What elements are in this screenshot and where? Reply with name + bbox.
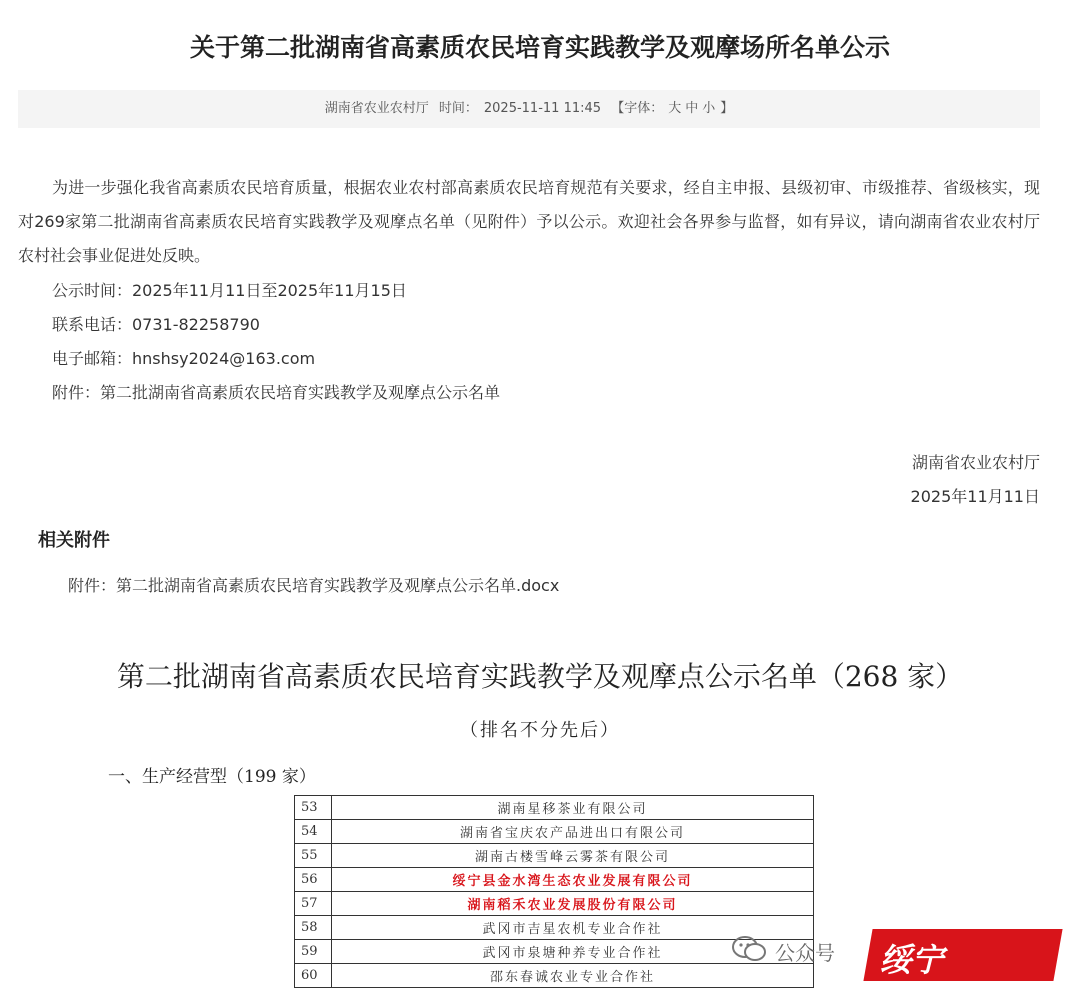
font-size-medium-button[interactable]: 中 — [685, 101, 699, 116]
wechat-icon — [731, 935, 767, 963]
document-subtitle: （排名不分先后） — [460, 720, 620, 741]
table-row — [295, 844, 814, 868]
meta-font-label: 【字体： — [611, 101, 664, 116]
table-row-highlighted — [295, 868, 814, 892]
watermark-brand-text: 绥宁 — [879, 941, 944, 979]
row-number: 54 — [295, 820, 332, 844]
row-name: 湖南省宝庆农产品进出口有限公司 — [332, 820, 814, 844]
attachment-file-link[interactable]: 附件：第二批湖南省高素质农民培育实践教学及观摩点公示名单.docx — [68, 576, 560, 595]
attachment-note: 附件：第二批湖南省高素质农民培育实践教学及观摩点公示名单 — [52, 383, 501, 402]
font-size-large-button[interactable]: 大 — [668, 101, 682, 116]
row-number: 56 — [295, 868, 332, 892]
table-row — [295, 820, 814, 844]
meta-time-label: 时间： — [438, 101, 478, 116]
row-number: 55 — [295, 844, 332, 868]
watermark-brand-logo — [863, 929, 1062, 981]
article-meta-bar — [18, 90, 1040, 128]
article-paragraph: 为进一步强化我省高素质农民培育质量，根据农业农村部高素质农民培育规范有关要求，经自主申报、县级初审、市级推荐、省级核实，现对269家第二批湖南省高素质农民培育实践教学及观摩点名单（见附件）予以公示。欢迎社会各界参与监督，如有异议，请向湖南省农业农村厅农村社会事业促进处反映。 — [18, 178, 1040, 265]
font-size-small-button[interactable]: 小 — [702, 101, 716, 116]
document-title: 第二批湖南省高素质农民培育实践教学及观摩点公示名单（268 家） — [116, 660, 964, 693]
row-name: 湖南星移茶业有限公司 — [332, 796, 814, 820]
row-number: 59 — [295, 940, 332, 964]
row-name: 湖南古楼雪峰云雾茶有限公司 — [332, 844, 814, 868]
watermark-prefix: 公众号 — [775, 941, 835, 965]
section-heading: 一、生产经营型（199 家） — [108, 767, 316, 787]
contact-email: 电子邮箱：hnshsy2024@163.com — [52, 349, 316, 368]
meta-source: 湖南省农业农村厅 — [324, 101, 429, 116]
row-number: 53 — [295, 796, 332, 820]
meta-font-close: 】 — [720, 101, 734, 116]
row-name: 武冈市泉塘种养专业合作社 — [332, 940, 814, 964]
table-row-highlighted — [295, 892, 814, 916]
row-name: 绥宁县金水湾生态农业发展有限公司 — [332, 868, 814, 892]
row-name: 武冈市吉星农机专业合作社 — [332, 916, 814, 940]
signature-org: 湖南省农业农村厅 — [911, 453, 1040, 472]
row-number: 58 — [295, 916, 332, 940]
row-name: 湖南稻禾农业发展股份有限公司 — [332, 892, 814, 916]
row-name: 邵东春诚农业专业合作社 — [332, 964, 814, 988]
article-title: 关于第二批湖南省高素质农民培育实践教学及观摩场所名单公示 — [189, 33, 890, 62]
contact-phone: 联系电话：0731-82258790 — [52, 315, 260, 334]
table-row — [295, 796, 814, 820]
notice-period: 公示时间：2025年11月11日至2025年11月15日 — [52, 281, 407, 300]
signature-date: 2025年11月11日 — [910, 487, 1040, 506]
row-number: 60 — [295, 964, 332, 988]
watermark — [725, 925, 1065, 987]
meta-time: 2025-11-11 11:45 — [483, 101, 602, 116]
related-attachments-heading: 相关附件 — [38, 530, 110, 551]
row-number: 57 — [295, 892, 332, 916]
